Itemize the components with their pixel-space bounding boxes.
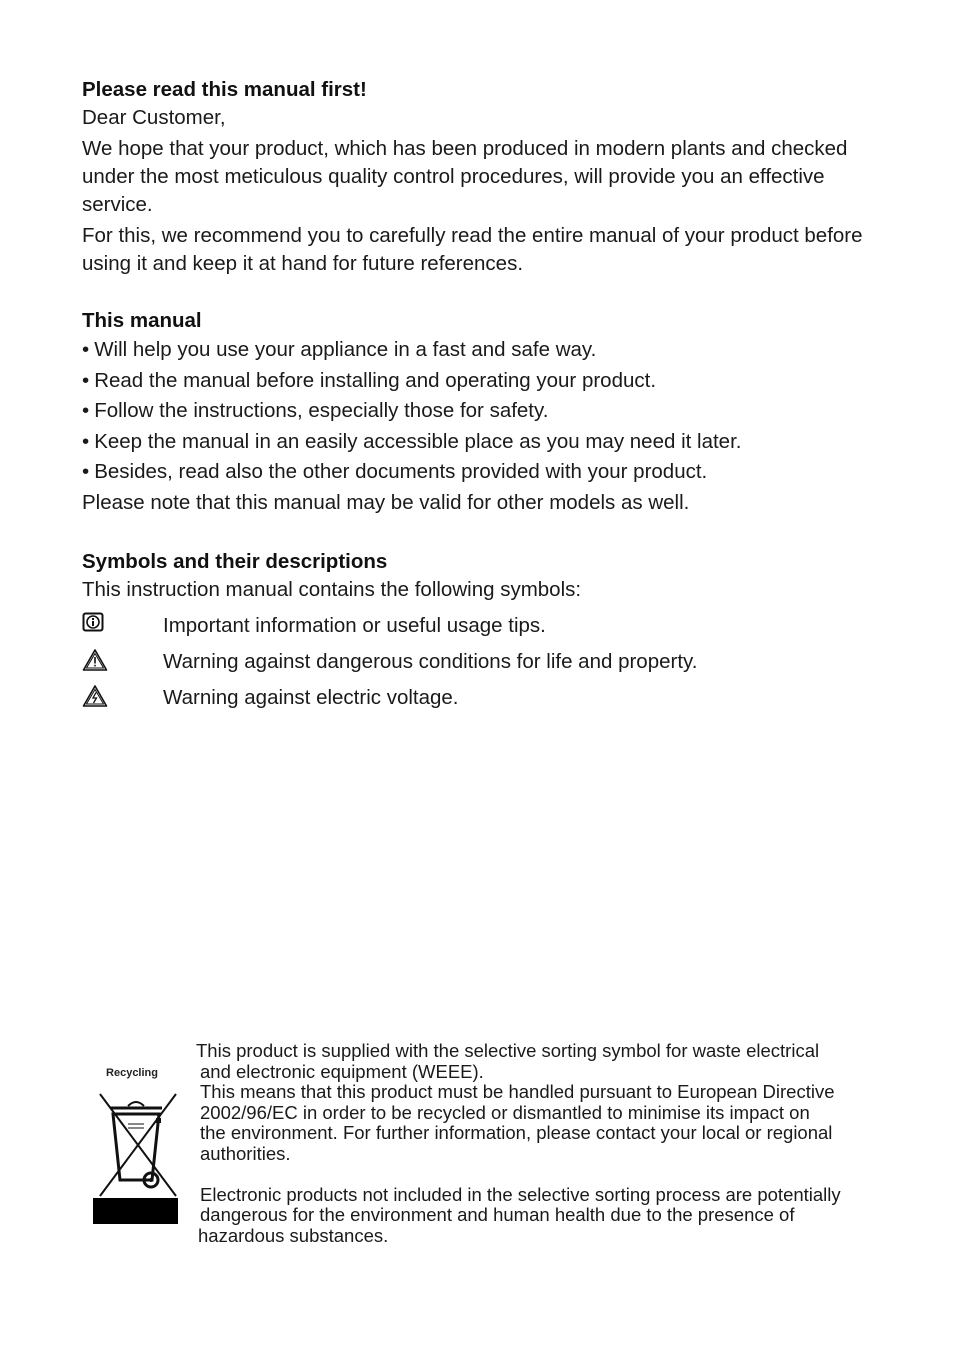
electric-warning-icon bbox=[82, 684, 108, 708]
symbols-heading: Symbols and their descriptions bbox=[82, 550, 388, 573]
symbol-row-info bbox=[82, 612, 872, 648]
symbol-row-electric bbox=[82, 684, 872, 720]
symbols-intro: This instruction manual contains the following symbols: bbox=[82, 578, 582, 601]
weee-line: the environment. For further information, please contact your local or regional bbox=[200, 1122, 833, 1143]
weee-line: 2002/96/EC in order to be recycled or dismantled to minimise its impact on bbox=[200, 1101, 810, 1123]
crossed-out-wheelie-bin-icon bbox=[92, 1080, 182, 1200]
weee-line: This means that this product must be handled pursuant to European Directive bbox=[200, 1081, 835, 1102]
symbol-description: Warning against electric voltage. bbox=[163, 686, 459, 709]
intro-heading: Please read this manual first! bbox=[82, 78, 367, 101]
list-item: • Keep the manual in an easily accessible place as you may need it later. bbox=[82, 429, 742, 453]
recycling-symbol bbox=[88, 1066, 184, 1226]
weee-line: This product is supplied with the selective sorting symbol for waste electrical bbox=[196, 1040, 820, 1061]
validity-note: Please note that this manual may be valid for other models as well. bbox=[82, 490, 690, 514]
weee-line: Electronic products not included in the selective sorting process are potentially bbox=[200, 1183, 841, 1205]
weee-line: authorities. bbox=[200, 1142, 291, 1164]
recycling-label: Recycling bbox=[106, 1067, 158, 1079]
list-item: • Besides, read also the other documents provided with your product. bbox=[82, 460, 708, 483]
list-item: • Follow the instructions, especially those for safety. bbox=[82, 399, 549, 422]
greeting: Dear Customer, bbox=[82, 106, 226, 129]
intro-paragraph-2: For this, we recommend you to carefully read the entire manual of your product before using it and keep it at hand for future references. bbox=[82, 224, 863, 275]
weee-line: hazardous substances. bbox=[198, 1224, 389, 1246]
weee-line: and electronic equipment (WEEE). bbox=[200, 1060, 484, 1082]
this-manual-section bbox=[82, 307, 872, 518]
symbols-section bbox=[82, 548, 872, 604]
separate-collection-bar bbox=[93, 1198, 178, 1224]
manual-bullet-list bbox=[82, 335, 872, 488]
weee-notice bbox=[196, 1041, 886, 1246]
warning-icon bbox=[82, 648, 108, 672]
info-icon bbox=[82, 612, 108, 636]
list-item: • Read the manual before installing and operating your product. bbox=[82, 368, 657, 392]
symbol-description: Important information or useful usage tips. bbox=[163, 614, 546, 637]
intro-paragraph-1: We hope that your product, which has been produced in modern plants and checked under the most meticulous quality control procedures, will provide you an effective service. bbox=[82, 137, 848, 216]
symbol-description: Warning against dangerous conditions for life and property. bbox=[163, 650, 698, 673]
this-manual-heading: This manual bbox=[82, 309, 202, 332]
list-item: • Will help you use your appliance in a fast and safe way. bbox=[82, 338, 597, 361]
symbol-row-warning bbox=[82, 648, 872, 684]
intro-section bbox=[82, 76, 872, 278]
weee-line: dangerous for the environment and human health due to the presence of bbox=[200, 1204, 795, 1225]
